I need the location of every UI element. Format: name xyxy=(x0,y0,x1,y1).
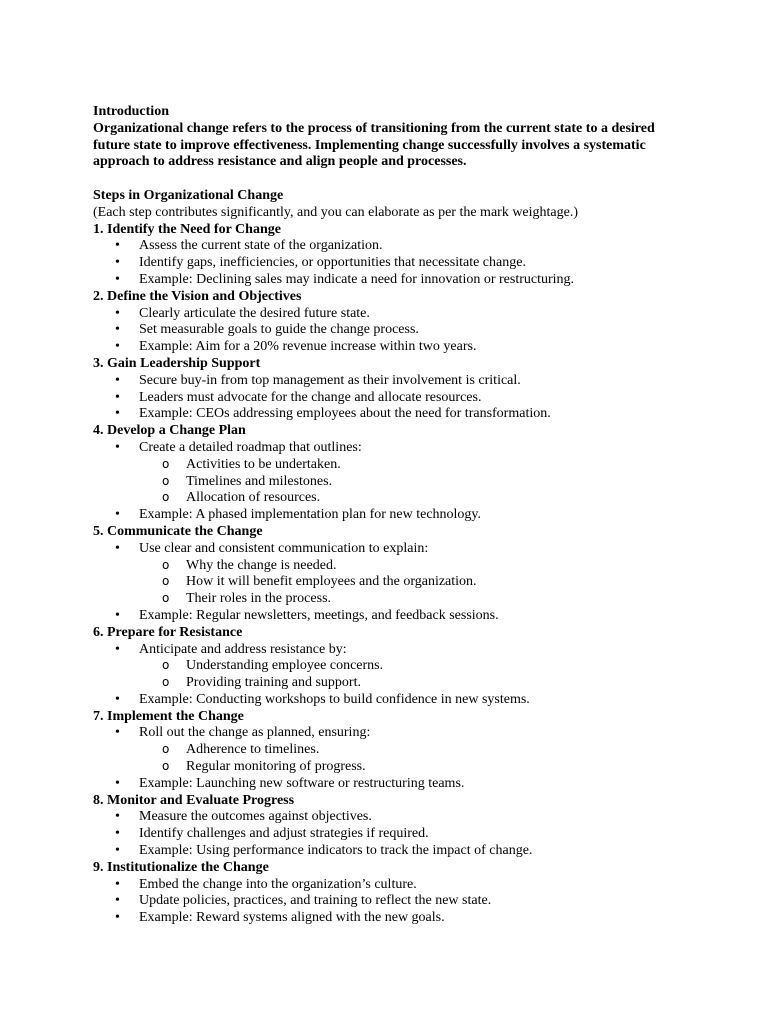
bullet-text: Example: CEOs addressing employees about the need for transformation. xyxy=(139,406,551,422)
bullet-item xyxy=(93,826,693,843)
bullet-item xyxy=(93,440,693,507)
step-title: 2. Define the Vision and Objectives xyxy=(93,288,302,304)
step-title: 5. Communicate the Change xyxy=(93,523,263,539)
bullet-text: Anticipate and address resistance by: xyxy=(139,641,347,657)
bullet-item xyxy=(93,725,693,775)
sub-bullet-item: o Timelines and milestones. xyxy=(139,474,693,491)
bullet-text: Update policies, practices, and training to reflect the new state. xyxy=(139,893,492,909)
bullet-item xyxy=(93,910,693,927)
step-title: 6. Prepare for Resistance xyxy=(93,624,243,640)
sub-bullet-item: o How it will benefit employees and the organization. xyxy=(139,574,693,591)
step-title: 9. Institutionalize the Change xyxy=(93,859,269,875)
sub-bullet-item: o Adherence to timelines. xyxy=(139,742,693,759)
step-title: 1. Identify the Need for Change xyxy=(93,221,281,237)
step-title: 3. Gain Leadership Support xyxy=(93,355,261,371)
step-title: 8. Monitor and Evaluate Progress xyxy=(93,792,295,808)
bullet-item xyxy=(93,877,693,894)
steps-note: (Each step contributes significantly, and you can elaborate as per the mark weightage.) xyxy=(93,204,579,220)
bullet-text: Use clear and consistent communication to explain: xyxy=(139,540,429,556)
bullet-text: Embed the change into the organization’s culture. xyxy=(139,876,417,892)
blank-line xyxy=(93,171,693,188)
steps-list xyxy=(93,222,693,927)
bullet-item xyxy=(93,893,693,910)
bullet-text: Example: Reward systems aligned with the new goals. xyxy=(139,910,445,926)
bullet-item xyxy=(93,373,693,390)
bullet-text: Example: Conducting workshops to build confidence in new systems. xyxy=(139,691,530,707)
bullet-item xyxy=(93,322,693,339)
bullet-item xyxy=(93,507,693,524)
bullet-list xyxy=(93,373,693,423)
bullet-item xyxy=(93,255,693,272)
bullet-text: Example: Declining sales may indicate a need for innovation or restructuring. xyxy=(139,271,575,287)
bullet-item xyxy=(93,809,693,826)
bullet-text: Example: Aim for a 20% revenue increase within two years. xyxy=(139,339,477,355)
sub-bullet-item: o Regular monitoring of progress. xyxy=(139,759,693,776)
bullet-item xyxy=(93,390,693,407)
bullet-text: Create a detailed roadmap that outlines: xyxy=(139,439,362,455)
sub-bullet-item: o Activities to be undertaken. xyxy=(139,457,693,474)
bullet-text: Identify challenges and adjust strategies if required. xyxy=(139,826,429,842)
bullet-list xyxy=(93,440,693,524)
bullet-item xyxy=(93,642,693,692)
bullet-list xyxy=(93,306,693,356)
bullet-list xyxy=(93,877,693,927)
bullet-item xyxy=(93,541,693,608)
sub-bullet-list xyxy=(139,457,693,507)
bullet-list xyxy=(93,809,693,859)
sub-bullet-item: o Their roles in the process. xyxy=(139,591,693,608)
sub-bullet-list xyxy=(139,558,693,608)
bullet-list xyxy=(93,725,693,792)
bullet-text: Example: Regular newsletters, meetings, and feedback sessions. xyxy=(139,607,499,623)
bullet-text: Secure buy-in from top management as their involvement is critical. xyxy=(139,372,521,388)
bullet-text: Leaders must advocate for the change and allocate resources. xyxy=(139,389,482,405)
bullet-item xyxy=(93,406,693,423)
bullet-text: Example: A phased implementation plan for new technology. xyxy=(139,507,482,523)
bullet-text: Clearly articulate the desired future state. xyxy=(139,305,370,321)
bullet-text: Identify gaps, inefficiencies, or opportunities that necessitate change. xyxy=(139,255,526,271)
sub-bullet-item: o Understanding employee concerns. xyxy=(139,658,693,675)
bullet-text: Set measurable goals to guide the change process. xyxy=(139,322,419,338)
step-title: 7. Implement the Change xyxy=(93,708,244,724)
bullet-text: Roll out the change as planned, ensuring: xyxy=(139,725,371,741)
bullet-item xyxy=(93,608,693,625)
sub-bullet-list xyxy=(139,658,693,692)
intro-paragraph: Organizational change refers to the process of transitioning from the current state to a desired future state to improve effectiveness. Implementing change successfully involves a systematic approach to address resistance and align people and processes. xyxy=(93,120,655,170)
steps-heading: Steps in Organizational Change xyxy=(93,187,284,203)
bullet-list xyxy=(93,642,693,709)
sub-bullet-item: o Why the change is needed. xyxy=(139,558,693,575)
bullet-item xyxy=(93,339,693,356)
sub-bullet-item: o Allocation of resources. xyxy=(139,490,693,507)
intro-heading: Introduction xyxy=(93,104,169,119)
bullet-item xyxy=(93,272,693,289)
bullet-item xyxy=(93,776,693,793)
bullet-list xyxy=(93,238,693,288)
sub-bullet-item: o Providing training and support. xyxy=(139,675,693,692)
bullet-item xyxy=(93,238,693,255)
bullet-list xyxy=(93,541,693,625)
sub-bullet-list xyxy=(139,742,693,776)
bullet-item xyxy=(93,843,693,860)
document-page xyxy=(93,104,693,927)
bullet-item xyxy=(93,692,693,709)
bullet-item xyxy=(93,306,693,323)
bullet-text: Measure the outcomes against objectives. xyxy=(139,809,372,825)
bullet-text: Example: Using performance indicators to track the impact of change. xyxy=(139,843,533,859)
step-title: 4. Develop a Change Plan xyxy=(93,423,246,439)
bullet-text: Assess the current state of the organization. xyxy=(139,238,383,254)
bullet-text: Example: Launching new software or restructuring teams. xyxy=(139,775,465,791)
